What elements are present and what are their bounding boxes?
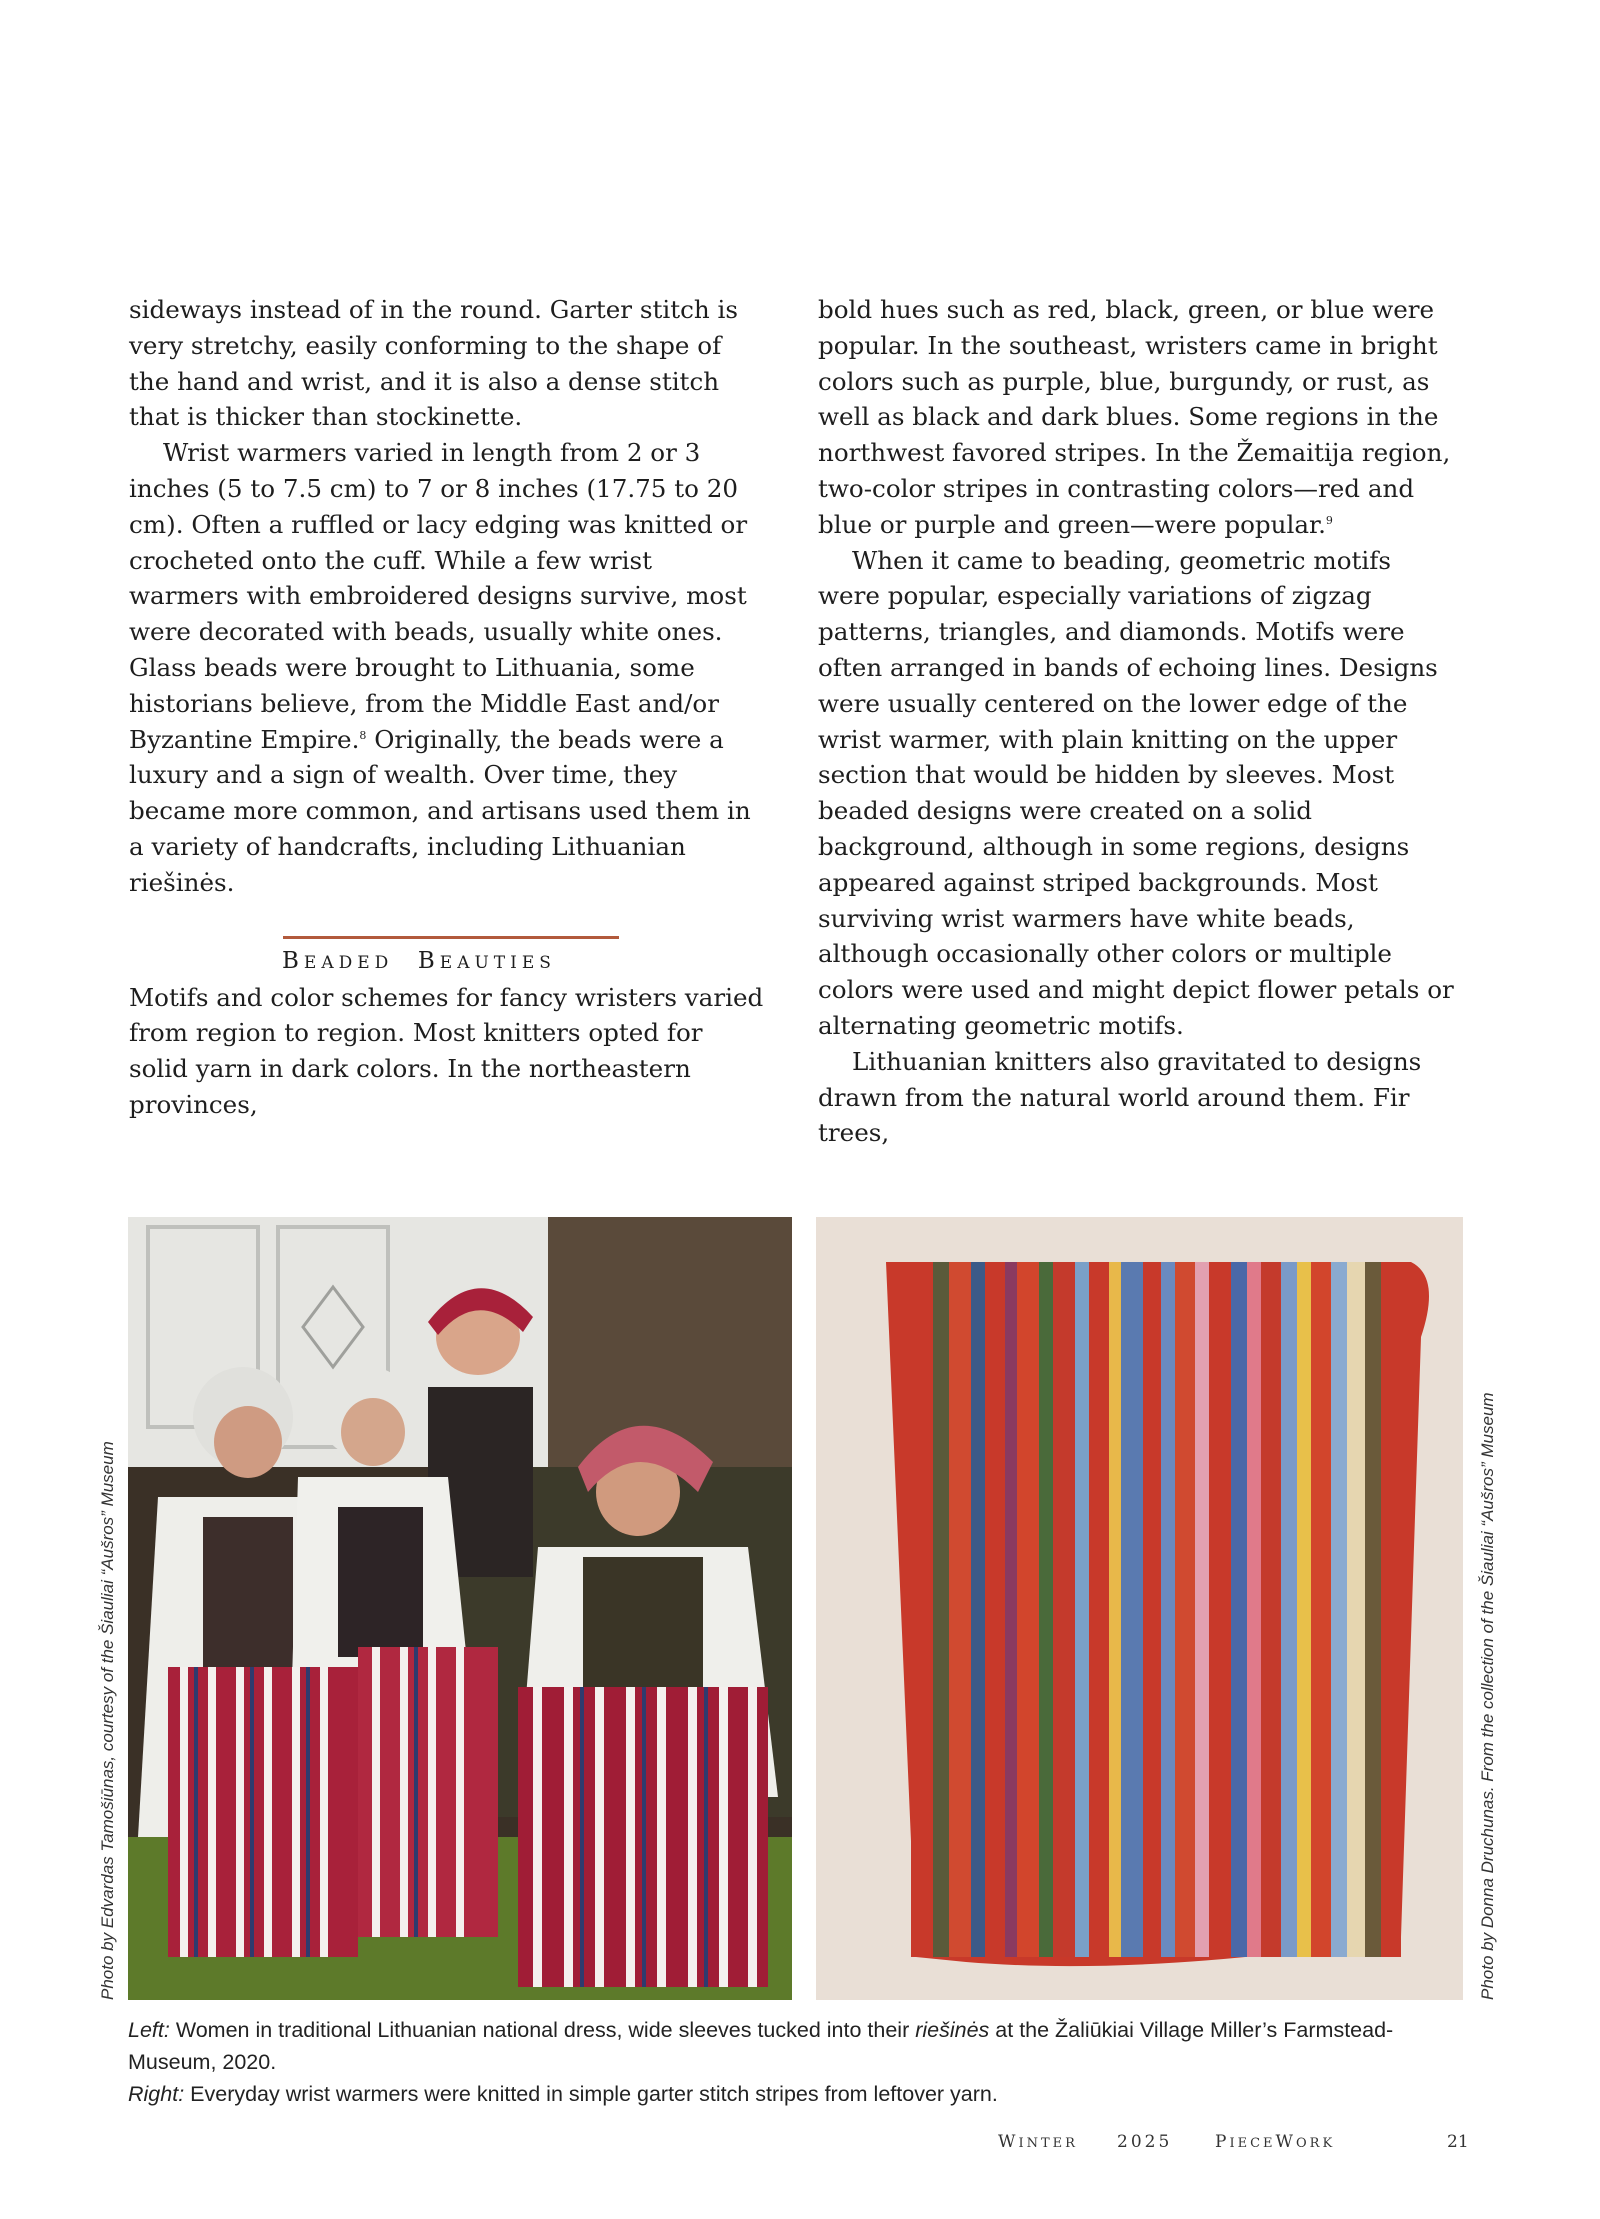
footer-magazine-name: PIECEWORK: [1215, 2132, 1336, 2152]
right-column: [818, 292, 1458, 1151]
striped-aprons: [168, 1647, 768, 1987]
photo-women-illustration: [128, 1217, 792, 2000]
left-column: [129, 292, 769, 1123]
footer-season: WINTER: [998, 2132, 1078, 2152]
right-paragraph-1: bold hues such as red, black, green, or blue were popular. In the southeast, wristers came in bright colors such as purple, blue, burgundy, or rust, as well as black and dark blues. Some regions in the northwest favored stripes. In the Žemaitija region, two-color stripes in contrasting colors—red and blue or purple and green—were popular.$^9$: [818, 295, 1451, 539]
section-divider: [283, 936, 619, 939]
footnote-9: 9: [1325, 513, 1333, 527]
caption-left: Left: Women in traditional Lithuanian national dress, wide sleeves tucked into their riešinės at the Žaliūkiai Village Miller’s Farmstead-Museum, 2020.: [128, 2018, 1394, 2074]
right-paragraph-2: When it came to beading, geometric motifs were popular, especially variations of zigzag patterns, triangles, and diamonds. Motifs were often arranged in bands of echoing lines. Designs were usually centered on the lower edge of the wrist warmer, with plain knitting on the upper section that would be hidden by sleeves. Most beaded designs were created on a solid background, although in some regions, designs appeared against striped backgrounds. Most surviving wrist warmers have white beads, although occasionally other colors or multiple colors were used and might depict flower petals or alternating geometric motifs.: [818, 545, 1454, 1040]
knitted-stripes: [911, 1262, 1401, 1957]
section-heading: BEADED BEAUTIES: [282, 947, 556, 974]
right-paragraph-3: Lithuanian knitters also gravitated to designs drawn from the natural world around them. Fir trees,: [818, 1046, 1422, 1148]
footnote-8: 8: [359, 728, 367, 742]
wrist-warmer-illustration: [816, 1217, 1463, 2000]
page-number: 21: [1447, 2132, 1469, 2152]
photo-women-national-dress: [128, 1217, 792, 2000]
caption-right: Right: Everyday wrist warmers were knitted in simple garter stitch stripes from leftover yarn.: [128, 2082, 998, 2106]
photo-credit-left: Photo by Edvardas Tamošiūnas, courtesy of the Šiauliai “Aušros” Museum: [98, 1441, 117, 2000]
left-paragraph-2: Wrist warmers varied in length from 2 or 3 inches (5 to 7.5 cm) to 7 or 8 inches (17.75 to 20 cm). Often a ruffled or lacy edging was knitted or crocheted onto the cuff. While a few wrist warmers with embroidered designs survive, most were decorated with beads, usually white ones. Glass beads were brought to Lithuania, some historians believe, from the Middle East and/or Byzantine Empire.$^8$ Originally, the beads were a luxury and a sign of wealth. Over time, they became more common, and artisans used them in a variety of handcrafts, including Lithuanian riešinės.: [129, 438, 751, 897]
photo-striped-wrist-warmer: [816, 1217, 1463, 2000]
footer-year: 2025: [1117, 2132, 1173, 2152]
left-paragraph-3: Motifs and color schemes for fancy wristers varied from region to region. Most knitters opted for solid yarn in dark colors. In the northeastern provinces,: [129, 982, 764, 1119]
photo-caption: [128, 2014, 1468, 2110]
photo-credit-right: Photo by Donna Druchunas. From the collection of the Šiauliai “Aušros” Museum: [1478, 1392, 1497, 2000]
left-paragraph-1: sideways instead of in the round. Garter stitch is very stretchy, easily conforming to the shape of the hand and wrist, and it is also a dense stitch that is thicker than stockinette.: [129, 295, 739, 432]
